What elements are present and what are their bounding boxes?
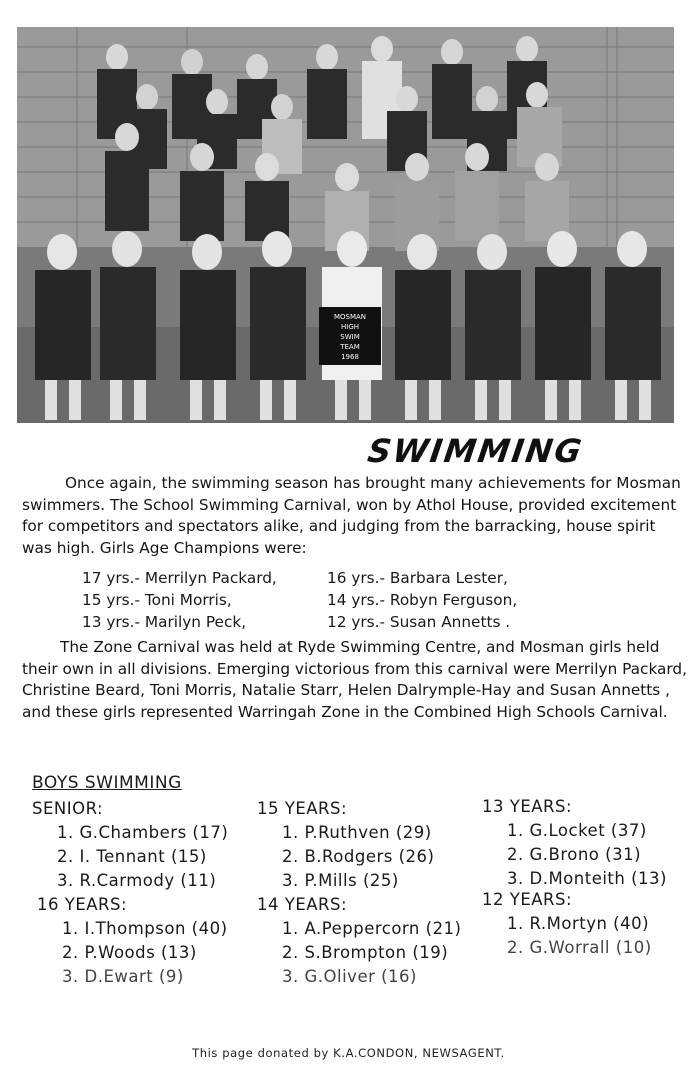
intro-paragraph: Once again, the swimming season has brought many achievements for Mosman swimmers. The School Swimming Carnival, won by Athol House, provided excitement for competitors and spectators alike, and judging from the barracking, house spirit was high. Girls Age Champions were:: [22, 474, 681, 557]
page-title: SWIMMING: [365, 432, 586, 470]
group-heading: SENIOR:: [32, 799, 104, 818]
group-heading: 14 YEARS:: [257, 895, 348, 914]
group-heading: 16 YEARS:: [37, 895, 128, 914]
girls-age-champions: [82, 567, 642, 633]
boys-swimming-heading: BOYS SWIMMING: [32, 773, 182, 793]
result-item: 1. G.Chambers (17): [57, 823, 229, 842]
team-photo: [17, 27, 674, 423]
champion-entry: 16 yrs.- Barbara Lester,: [327, 569, 508, 587]
thirteen-years-results: [482, 795, 667, 891]
result-item: 3. G.Oliver (16): [282, 967, 417, 986]
zone-carnival-paragraph: The Zone Carnival was held at Ryde Swimming Centre, and Mosman girls held their own in all divisions. Emerging victorious from this carnival were Merrilyn Packard, Christine Beard, Toni Morris, Natalie Starr, Helen Dalrymple-Hay and Susan Annetts , and these girls represented Warringah Zone in the Combined High Schools Carnival.: [22, 638, 688, 721]
fourteen-years-results: [257, 893, 462, 989]
result-item: 3. D.Ewart (9): [62, 967, 184, 986]
champion-entry: 12 yrs.- Susan Annetts .: [327, 613, 511, 631]
result-item: 1. G.Locket (37): [507, 821, 647, 840]
page-footer: This page donated by K.A.CONDON, NEWSAGENT.: [192, 1046, 505, 1060]
board-line: SWIM: [340, 333, 360, 341]
result-item: 2. I. Tennant (15): [57, 847, 207, 866]
champion-entry: 14 yrs.- Robyn Ferguson,: [327, 591, 518, 609]
result-item: 3. P.Mills (25): [282, 871, 399, 890]
result-item: 3. R.Carmody (11): [57, 871, 217, 890]
result-item: 2. B.Rodgers (26): [282, 847, 435, 866]
result-item: 2. S.Brompton (19): [282, 943, 449, 962]
result-item: 1. A.Peppercorn (21): [282, 919, 462, 938]
result-item: 2. G.Worrall (10): [507, 938, 652, 957]
champion-entry: 17 yrs.- Merrilyn Packard,: [82, 569, 277, 587]
twelve-years-results: [482, 888, 652, 960]
result-item: 3. D.Monteith (13): [507, 869, 667, 888]
board-line: MOSMAN: [333, 313, 367, 321]
team-photo-graphic: [17, 27, 674, 423]
result-item: 2. G.Brono (31): [507, 845, 642, 864]
board-line: HIGH: [340, 323, 360, 331]
group-heading: 13 YEARS:: [482, 797, 573, 816]
senior-results: [32, 797, 228, 893]
board-line: 1968: [341, 353, 359, 361]
result-item: 1. I.Thompson (40): [62, 919, 228, 938]
result-item: 1. R.Mortyn (40): [507, 914, 650, 933]
champion-entry: 13 yrs.- Marilyn Peck,: [82, 613, 247, 631]
result-item: 2. P.Woods (13): [62, 943, 197, 962]
sixteen-years-results: [37, 893, 228, 989]
group-heading: 15 YEARS:: [257, 799, 348, 818]
fifteen-years-results: [257, 797, 434, 893]
result-item: 1. P.Ruthven (29): [282, 823, 432, 842]
group-heading: 12 YEARS:: [482, 890, 573, 909]
board-line: TEAM: [340, 343, 360, 351]
champion-entry: 15 yrs.- Toni Morris,: [82, 591, 232, 609]
